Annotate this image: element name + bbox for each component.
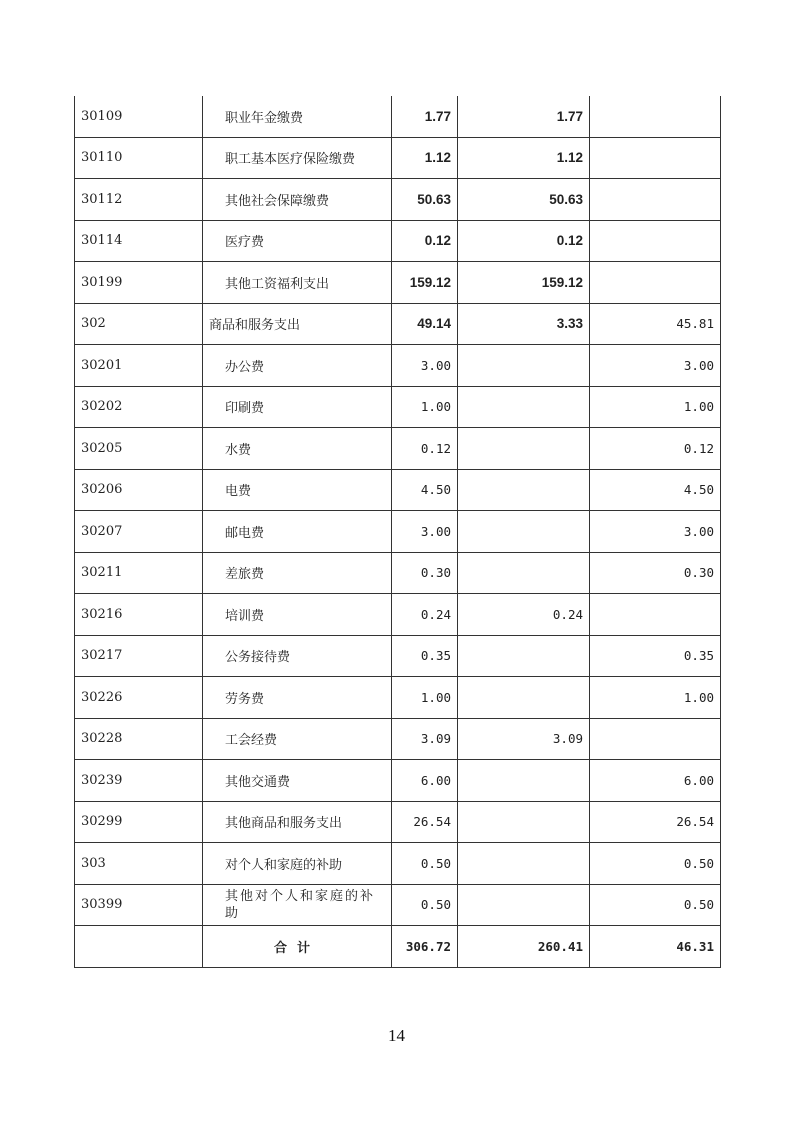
row-project	[590, 96, 721, 137]
row-total: 1.77	[392, 96, 458, 137]
row-name: 职业年金缴费	[203, 96, 392, 137]
row-total: 1.00	[392, 677, 458, 719]
row-project: 0.35	[590, 635, 721, 677]
summary-project: 46.31	[590, 926, 721, 968]
row-code: 30217	[75, 635, 203, 677]
row-total: 26.54	[392, 801, 458, 843]
table-row	[75, 96, 721, 137]
row-total: 0.12	[392, 428, 458, 470]
expenditure-table	[74, 96, 721, 968]
row-name: 职工基本医疗保险缴费	[203, 137, 392, 179]
table-row	[75, 220, 721, 262]
table-row	[75, 137, 721, 179]
table-row	[75, 594, 721, 636]
row-project: 1.00	[590, 386, 721, 428]
row-project: 1.00	[590, 677, 721, 719]
row-total: 0.50	[392, 884, 458, 926]
table-row	[75, 428, 721, 470]
row-basic	[458, 843, 590, 885]
table-row	[75, 760, 721, 802]
row-basic: 1.77	[458, 96, 590, 137]
summary-basic: 260.41	[458, 926, 590, 968]
row-project: 26.54	[590, 801, 721, 843]
summary-label: 合计	[203, 926, 392, 968]
row-project	[590, 594, 721, 636]
row-code: 30299	[75, 801, 203, 843]
row-basic: 0.24	[458, 594, 590, 636]
row-total: 0.30	[392, 552, 458, 594]
table-row	[75, 386, 721, 428]
row-code: 303	[75, 843, 203, 885]
row-basic	[458, 469, 590, 511]
row-basic	[458, 760, 590, 802]
row-total: 50.63	[392, 179, 458, 221]
row-name: 其他商品和服务支出	[203, 801, 392, 843]
row-basic	[458, 884, 590, 926]
table-row	[75, 262, 721, 304]
row-total: 159.12	[392, 262, 458, 304]
row-basic	[458, 677, 590, 719]
row-project	[590, 718, 721, 760]
row-basic: 159.12	[458, 262, 590, 304]
row-code: 30216	[75, 594, 203, 636]
table-row	[75, 303, 721, 345]
row-name: 邮电费	[203, 511, 392, 553]
row-name: 其他社会保障缴费	[203, 179, 392, 221]
row-total: 0.24	[392, 594, 458, 636]
summary-code	[75, 926, 203, 968]
row-basic	[458, 635, 590, 677]
row-code: 30202	[75, 386, 203, 428]
row-basic: 3.09	[458, 718, 590, 760]
page-number: 14	[388, 1026, 405, 1045]
row-code: 30206	[75, 469, 203, 511]
row-name: 其他对个人和家庭的补助	[203, 884, 392, 926]
row-name: 印刷费	[203, 386, 392, 428]
row-project: 45.81	[590, 303, 721, 345]
row-basic	[458, 552, 590, 594]
row-total: 4.50	[392, 469, 458, 511]
summary-total: 306.72	[392, 926, 458, 968]
table-row	[75, 884, 721, 926]
row-total: 49.14	[392, 303, 458, 345]
row-basic	[458, 386, 590, 428]
row-name: 工会经费	[203, 718, 392, 760]
row-total: 6.00	[392, 760, 458, 802]
table-row	[75, 469, 721, 511]
row-project	[590, 262, 721, 304]
row-code: 30110	[75, 137, 203, 179]
row-basic: 3.33	[458, 303, 590, 345]
row-code: 30207	[75, 511, 203, 553]
row-basic: 0.12	[458, 220, 590, 262]
row-name: 办公费	[203, 345, 392, 387]
row-project: 0.50	[590, 884, 721, 926]
row-total: 0.12	[392, 220, 458, 262]
row-total: 0.35	[392, 635, 458, 677]
row-name: 医疗费	[203, 220, 392, 262]
row-code: 30112	[75, 179, 203, 221]
row-project: 0.12	[590, 428, 721, 470]
row-project: 3.00	[590, 345, 721, 387]
row-project: 4.50	[590, 469, 721, 511]
row-name: 劳务费	[203, 677, 392, 719]
row-name: 电费	[203, 469, 392, 511]
row-total: 3.00	[392, 345, 458, 387]
row-code: 30199	[75, 262, 203, 304]
row-basic	[458, 428, 590, 470]
row-name: 差旅费	[203, 552, 392, 594]
row-total: 0.50	[392, 843, 458, 885]
row-project	[590, 220, 721, 262]
row-name: 水费	[203, 428, 392, 470]
row-project: 6.00	[590, 760, 721, 802]
table-row	[75, 843, 721, 885]
row-code: 30228	[75, 718, 203, 760]
row-code: 30109	[75, 96, 203, 137]
table-row	[75, 677, 721, 719]
table-row	[75, 345, 721, 387]
row-total: 3.09	[392, 718, 458, 760]
row-basic	[458, 511, 590, 553]
row-basic	[458, 345, 590, 387]
row-project	[590, 179, 721, 221]
row-basic: 50.63	[458, 179, 590, 221]
row-code: 30226	[75, 677, 203, 719]
row-name: 其他交通费	[203, 760, 392, 802]
row-project: 0.50	[590, 843, 721, 885]
table-row	[75, 635, 721, 677]
row-code: 30201	[75, 345, 203, 387]
table-row	[75, 511, 721, 553]
row-name: 其他工资福利支出	[203, 262, 392, 304]
table-row	[75, 801, 721, 843]
row-project: 3.00	[590, 511, 721, 553]
row-code: 30114	[75, 220, 203, 262]
row-total: 3.00	[392, 511, 458, 553]
table-summary-row	[75, 926, 721, 968]
row-basic: 1.12	[458, 137, 590, 179]
row-name: 对个人和家庭的补助	[203, 843, 392, 885]
row-code: 30239	[75, 760, 203, 802]
row-total: 1.00	[392, 386, 458, 428]
row-code: 30399	[75, 884, 203, 926]
row-name: 培训费	[203, 594, 392, 636]
row-code: 30205	[75, 428, 203, 470]
row-code: 30211	[75, 552, 203, 594]
row-project: 0.30	[590, 552, 721, 594]
row-name: 公务接待费	[203, 635, 392, 677]
row-code: 302	[75, 303, 203, 345]
row-basic	[458, 801, 590, 843]
row-project	[590, 137, 721, 179]
table-row	[75, 179, 721, 221]
row-name: 商品和服务支出	[203, 303, 392, 345]
table-row	[75, 552, 721, 594]
table-row	[75, 718, 721, 760]
row-total: 1.12	[392, 137, 458, 179]
